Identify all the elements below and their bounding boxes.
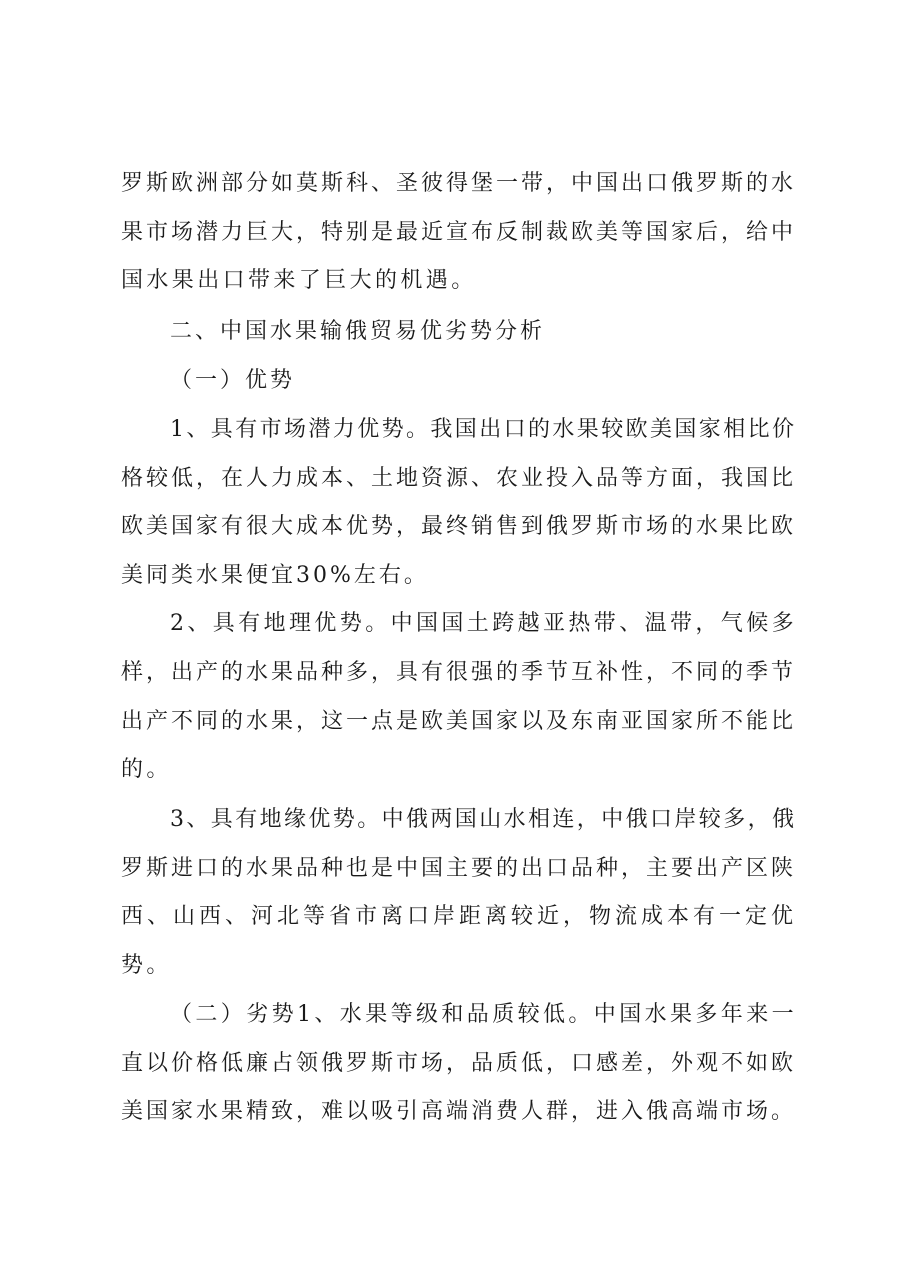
paragraph-line: （二）劣势1、水果等级和品质较低。中国水果多年来一 [170, 1002, 797, 1027]
paragraph-line: 势。 [121, 953, 172, 978]
paragraph-line: 1、具有市场潜力优势。我国出口的水果较欧美国家相比价 [170, 417, 797, 442]
paragraph-line: 罗斯欧洲部分如莫斯科、圣彼得堡一带，中国出口俄罗斯的水 [121, 171, 797, 196]
paragraph-line: 样，出产的水果品种多，具有很强的季节互补性，不同的季节 [121, 660, 797, 685]
paragraph-line: 果市场潜力巨大，特别是最近宣布反制裁欧美等国家后，给中 [121, 220, 797, 245]
paragraph-line: 欧美国家有很大成本优势，最终销售到俄罗斯市场的水果比欧 [121, 514, 797, 539]
paragraph-line: 西、山西、河北等省市离口岸距离较近，物流成本有一定优 [121, 904, 798, 929]
section-heading: 二、中国水果输俄贸易优劣势分析 [170, 319, 546, 344]
subsection-heading: （一）优势 [170, 368, 296, 393]
paragraph-line: 美同类水果便宜30%左右。 [121, 563, 429, 588]
paragraph-line: 直以价格低廉占领俄罗斯市场，品质低，口感差，外观不如欧 [121, 1051, 797, 1076]
paragraph-line: 格较低，在人力成本、土地资源、农业投入品等方面，我国比 [121, 466, 797, 491]
paragraph-line: 3、具有地缘优势。中俄两国山水相连，中俄口岸较多，俄 [170, 807, 797, 832]
paragraph-line: 罗斯进口的水果品种也是中国主要的出口品种，主要出产区陕 [121, 856, 797, 881]
paragraph-line: 2、具有地理优势。中国国土跨越亚热带、温带，气候多 [170, 611, 797, 636]
paragraph-line: 美国家水果精致，难以吸引高端消费人群，进入俄高端市场。 [121, 1099, 797, 1124]
paragraph-line: 的。 [121, 757, 172, 782]
paragraph-line: 国水果出口带来了巨大的机遇。 [121, 268, 477, 293]
paragraph-line: 出产不同的水果，这一点是欧美国家以及东南亚国家所不能比 [121, 709, 797, 734]
